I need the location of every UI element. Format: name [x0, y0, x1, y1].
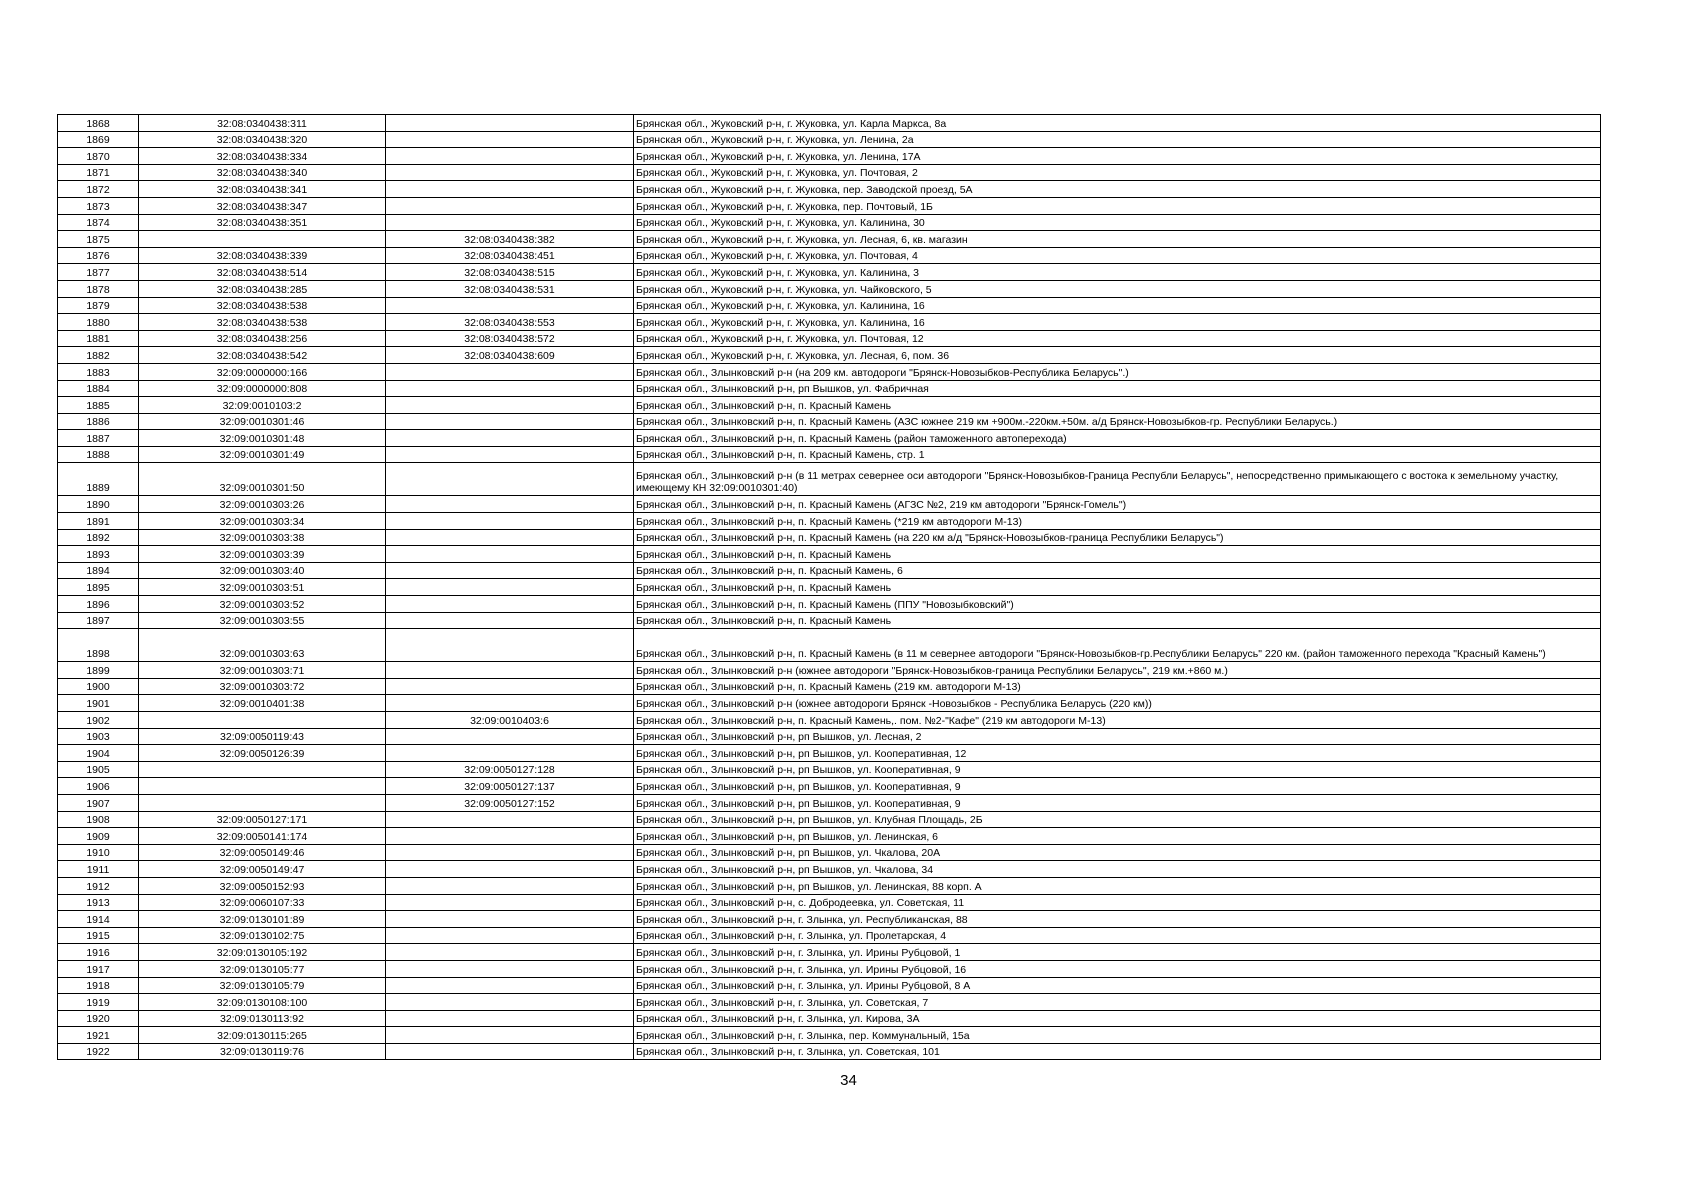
premises-cadastral-number-cell [386, 745, 634, 762]
row-number-cell: 1885 [58, 397, 139, 414]
cadastral-number-cell: 32:08:0340438:347 [139, 197, 386, 214]
cadastral-number-cell: 32:09:0000000:166 [139, 363, 386, 380]
row-number-cell: 1910 [58, 844, 139, 861]
cadastral-number-cell: 32:08:0340438:320 [139, 131, 386, 148]
table-row [58, 546, 1601, 563]
address-cell: Брянская обл., Злынковский р-н, рп Вышков, ул. Лесная, 2 [634, 728, 1601, 745]
premises-cadastral-number-cell [386, 728, 634, 745]
premises-cadastral-number-cell [386, 579, 634, 596]
table-row [58, 562, 1601, 579]
table-row [58, 579, 1601, 596]
premises-cadastral-number-cell [386, 1043, 634, 1060]
row-number-cell: 1898 [58, 629, 139, 662]
table-body [58, 115, 1601, 1060]
address-cell: Брянская обл., Жуковский р-н, г. Жуковка, ул. Калинина, 16 [634, 297, 1601, 314]
row-number-cell: 1875 [58, 231, 139, 248]
address-cell: Брянская обл., Злынковский р-н, п. Красный Камень (*219 км автодороги М-13) [634, 513, 1601, 530]
cadastral-number-cell: 32:09:0050141:174 [139, 828, 386, 845]
address-cell: Брянская обл., Жуковский р-н, г. Жуковка, ул. Ленина, 17А [634, 148, 1601, 165]
cadastral-number-cell: 32:09:0130119:76 [139, 1043, 386, 1060]
table-row [58, 778, 1601, 795]
row-number-cell: 1916 [58, 944, 139, 961]
table-row [58, 629, 1601, 662]
premises-cadastral-number-cell [386, 496, 634, 513]
cadastral-number-cell: 32:08:0340438:514 [139, 264, 386, 281]
table-row [58, 828, 1601, 845]
cadastral-number-cell [139, 778, 386, 795]
premises-cadastral-number-cell [386, 877, 634, 894]
premises-cadastral-number-cell [386, 994, 634, 1011]
row-number-cell: 1881 [58, 330, 139, 347]
premises-cadastral-number-cell [386, 413, 634, 430]
address-cell: Брянская обл., Жуковский р-н, г. Жуковка, пер. Заводской проезд, 5А [634, 181, 1601, 198]
table-row [58, 148, 1601, 165]
row-number-cell: 1890 [58, 496, 139, 513]
row-number-cell: 1887 [58, 430, 139, 447]
address-cell: Брянская обл., Злынковский р-н, п. Красный Камень,. пом. №2-"Кафе" (219 км автодороги М-13) [634, 712, 1601, 729]
table-row [58, 1010, 1601, 1027]
table-row [58, 712, 1601, 729]
row-number-cell: 1873 [58, 197, 139, 214]
table-row [58, 115, 1601, 132]
row-number-cell: 1921 [58, 1027, 139, 1044]
cadastral-number-cell: 32:09:0130105:77 [139, 960, 386, 977]
address-cell: Брянская обл., Злынковский р-н, п. Красный Камень (район таможенного автоперехода) [634, 430, 1601, 447]
premises-cadastral-number-cell [386, 529, 634, 546]
address-cell: Брянская обл., Жуковский р-н, г. Жуковка, ул. Почтовая, 12 [634, 330, 1601, 347]
premises-cadastral-number-cell [386, 562, 634, 579]
cadastral-number-cell: 32:08:0340438:339 [139, 247, 386, 264]
row-number-cell: 1914 [58, 911, 139, 928]
address-cell: Брянская обл., Злынковский р-н, г. Злынка, ул. Республиканская, 88 [634, 911, 1601, 928]
premises-cadastral-number-cell: 32:08:0340438:531 [386, 280, 634, 297]
cadastral-number-cell: 32:09:0010301:48 [139, 430, 386, 447]
table-row [58, 463, 1601, 496]
cadastral-number-cell: 32:09:0010301:46 [139, 413, 386, 430]
cadastral-number-cell: 32:09:0010303:71 [139, 662, 386, 679]
cadastral-number-cell: 32:09:0050119:43 [139, 728, 386, 745]
address-cell: Брянская обл., Злынковский р-н, г. Злынка, ул. Ирины Рубцовой, 1 [634, 944, 1601, 961]
premises-cadastral-number-cell [386, 944, 634, 961]
premises-cadastral-number-cell [386, 297, 634, 314]
table-row [58, 944, 1601, 961]
cadastral-number-cell: 32:09:0130101:89 [139, 911, 386, 928]
cadastral-number-cell: 32:09:0010401:38 [139, 695, 386, 712]
cadastral-number-cell: 32:08:0340438:538 [139, 297, 386, 314]
cadastral-number-cell: 32:08:0340438:256 [139, 330, 386, 347]
address-cell: Брянская обл., Жуковский р-н, г. Жуковка, ул. Почтовая, 4 [634, 247, 1601, 264]
premises-cadastral-number-cell [386, 960, 634, 977]
address-cell: Брянская обл., Злынковский р-н, п. Красный Камень (в 11 м севернее автодороги "Брянск-Новозыбков-гр.Республики Беларусь" 220 км. (район таможенного перехода "Красный Камень") [634, 629, 1601, 662]
premises-cadastral-number-cell [386, 115, 634, 132]
row-number-cell: 1868 [58, 115, 139, 132]
table-row [58, 745, 1601, 762]
cadastral-number-cell: 32:09:0130105:192 [139, 944, 386, 961]
premises-cadastral-number-cell [386, 927, 634, 944]
premises-cadastral-number-cell [386, 546, 634, 563]
table-row [58, 761, 1601, 778]
row-number-cell: 1894 [58, 562, 139, 579]
premises-cadastral-number-cell: 32:09:0050127:152 [386, 794, 634, 811]
cadastral-number-cell: 32:09:0010303:40 [139, 562, 386, 579]
table-row [58, 728, 1601, 745]
row-number-cell: 1912 [58, 877, 139, 894]
row-number-cell: 1879 [58, 297, 139, 314]
table-row [58, 496, 1601, 513]
address-cell: Брянская обл., Жуковский р-н, г. Жуковка, ул. Ленина, 2а [634, 131, 1601, 148]
row-number-cell: 1891 [58, 513, 139, 530]
table-row [58, 131, 1601, 148]
row-number-cell: 1889 [58, 463, 139, 496]
table-row [58, 794, 1601, 811]
address-cell: Брянская обл., Злынковский р-н, п. Красный Камень, 6 [634, 562, 1601, 579]
table-row [58, 380, 1601, 397]
premises-cadastral-number-cell [386, 397, 634, 414]
premises-cadastral-number-cell [386, 678, 634, 695]
cadastral-number-cell: 32:08:0340438:542 [139, 347, 386, 364]
row-number-cell: 1871 [58, 164, 139, 181]
address-cell: Брянская обл., Злынковский р-н, рп Вышков, ул. Кооперативная, 9 [634, 761, 1601, 778]
address-cell: Брянская обл., Жуковский р-н, г. Жуковка, ул. Калинина, 3 [634, 264, 1601, 281]
row-number-cell: 1917 [58, 960, 139, 977]
table-row [58, 877, 1601, 894]
cadastral-number-cell: 32:09:0130108:100 [139, 994, 386, 1011]
row-number-cell: 1884 [58, 380, 139, 397]
row-number-cell: 1900 [58, 678, 139, 695]
address-cell: Брянская обл., Злынковский р-н, рп Вышков, ул. Чкалова, 34 [634, 861, 1601, 878]
address-cell: Брянская обл., Жуковский р-н, г. Жуковка, ул. Лесная, 6, кв. магазин [634, 231, 1601, 248]
cadastral-number-cell: 32:08:0340438:538 [139, 314, 386, 331]
premises-cadastral-number-cell [386, 363, 634, 380]
cadastral-number-cell: 32:09:0010303:52 [139, 596, 386, 613]
premises-cadastral-number-cell [386, 695, 634, 712]
premises-cadastral-number-cell: 32:08:0340438:609 [386, 347, 634, 364]
premises-cadastral-number-cell [386, 164, 634, 181]
row-number-cell: 1903 [58, 728, 139, 745]
address-cell: Брянская обл., Злынковский р-н, п. Красный Камень, стр. 1 [634, 446, 1601, 463]
table-row [58, 297, 1601, 314]
address-cell: Брянская обл., Злынковский р-н, п. Красный Камень [634, 579, 1601, 596]
cadastral-number-cell: 32:09:0010301:50 [139, 463, 386, 496]
table-row [58, 430, 1601, 447]
address-cell: Брянская обл., Злынковский р-н, п. Красный Камень (АГЗС №2, 219 км автодороги "Брянск-Гомель") [634, 496, 1601, 513]
cadastral-number-cell [139, 231, 386, 248]
table-row [58, 197, 1601, 214]
page-number: 34 [840, 1072, 857, 1089]
cadastral-number-cell: 32:08:0340438:351 [139, 214, 386, 231]
table-row [58, 181, 1601, 198]
address-cell: Брянская обл., Жуковский р-н, г. Жуковка, ул. Карла Маркса, 8а [634, 115, 1601, 132]
premises-cadastral-number-cell [386, 911, 634, 928]
premises-cadastral-number-cell: 32:08:0340438:515 [386, 264, 634, 281]
premises-cadastral-number-cell [386, 861, 634, 878]
cadastral-number-cell: 32:09:0060107:33 [139, 894, 386, 911]
premises-cadastral-number-cell: 32:09:0050127:128 [386, 761, 634, 778]
cadastral-number-cell: 32:09:0010303:63 [139, 629, 386, 662]
premises-cadastral-number-cell [386, 446, 634, 463]
table-row [58, 264, 1601, 281]
row-number-cell: 1896 [58, 596, 139, 613]
row-number-cell: 1882 [58, 347, 139, 364]
address-cell: Брянская обл., Злынковский р-н (в 11 метрах севернее оси автодороги "Брянск-Новозыбков-Граница Республи Беларусь", непосредственно примыкающего с востока к земельному участку, имеющему КН 32:09:0010301:40) [634, 463, 1601, 496]
premises-cadastral-number-cell: 32:08:0340438:451 [386, 247, 634, 264]
table-row [58, 330, 1601, 347]
row-number-cell: 1883 [58, 363, 139, 380]
address-cell: Брянская обл., Злынковский р-н, рп Вышков, ул. Чкалова, 20А [634, 844, 1601, 861]
cadastral-number-cell: 32:09:0050152:93 [139, 877, 386, 894]
row-number-cell: 1876 [58, 247, 139, 264]
row-number-cell: 1904 [58, 745, 139, 762]
address-cell: Брянская обл., Злынковский р-н, п. Красный Камень [634, 397, 1601, 414]
row-number-cell: 1913 [58, 894, 139, 911]
table-row [58, 413, 1601, 430]
address-cell: Брянская обл., Жуковский р-н, г. Жуковка, ул. Лесная, 6, пом. 36 [634, 347, 1601, 364]
table-row [58, 314, 1601, 331]
table-row [58, 347, 1601, 364]
cadastral-number-cell: 32:09:0010303:38 [139, 529, 386, 546]
property-table [57, 114, 1601, 1060]
premises-cadastral-number-cell [386, 463, 634, 496]
address-cell: Брянская обл., Злынковский р-н, г. Злынка, ул. Ирины Рубцовой, 16 [634, 960, 1601, 977]
premises-cadastral-number-cell [386, 596, 634, 613]
cadastral-number-cell: 32:09:0000000:808 [139, 380, 386, 397]
table-row [58, 247, 1601, 264]
address-cell: Брянская обл., Злынковский р-н, г. Злынка, пер. Коммунальный, 15а [634, 1027, 1601, 1044]
row-number-cell: 1874 [58, 214, 139, 231]
address-cell: Брянская обл., Злынковский р-н, п. Красный Камень (ППУ "Новозыбковский") [634, 596, 1601, 613]
row-number-cell: 1915 [58, 927, 139, 944]
premises-cadastral-number-cell [386, 131, 634, 148]
cadastral-number-cell: 32:09:0010303:34 [139, 513, 386, 530]
cadastral-number-cell: 32:09:0130113:92 [139, 1010, 386, 1027]
row-number-cell: 1886 [58, 413, 139, 430]
cadastral-number-cell: 32:08:0340438:340 [139, 164, 386, 181]
row-number-cell: 1897 [58, 612, 139, 629]
table-row [58, 662, 1601, 679]
address-cell: Брянская обл., Злынковский р-н, г. Злынка, ул. Пролетарская, 4 [634, 927, 1601, 944]
cadastral-number-cell: 32:08:0340438:285 [139, 280, 386, 297]
row-number-cell: 1869 [58, 131, 139, 148]
address-cell: Брянская обл., Злынковский р-н, г. Злынка, ул. Кирова, 3А [634, 1010, 1601, 1027]
address-cell: Брянская обл., Жуковский р-н, г. Жуковка, пер. Почтовый, 1Б [634, 197, 1601, 214]
premises-cadastral-number-cell [386, 513, 634, 530]
address-cell: Брянская обл., Злынковский р-н, рп Вышков, ул. Клубная Площадь, 2Б [634, 811, 1601, 828]
cadastral-number-cell: 32:08:0340438:334 [139, 148, 386, 165]
address-cell: Брянская обл., Жуковский р-н, г. Жуковка, ул. Чайковского, 5 [634, 280, 1601, 297]
address-cell: Брянская обл., Жуковский р-н, г. Жуковка, ул. Почтовая, 2 [634, 164, 1601, 181]
cadastral-number-cell: 32:09:0010303:72 [139, 678, 386, 695]
row-number-cell: 1920 [58, 1010, 139, 1027]
table-row [58, 894, 1601, 911]
cadastral-number-cell: 32:09:0050127:171 [139, 811, 386, 828]
table-row [58, 513, 1601, 530]
table-row [58, 231, 1601, 248]
cadastral-number-cell: 32:09:0050126:39 [139, 745, 386, 762]
cadastral-number-cell: 32:09:0130115:265 [139, 1027, 386, 1044]
table-row [58, 612, 1601, 629]
table-row [58, 678, 1601, 695]
table-row [58, 811, 1601, 828]
cadastral-number-cell: 32:09:0010303:26 [139, 496, 386, 513]
table-row [58, 994, 1601, 1011]
row-number-cell: 1919 [58, 994, 139, 1011]
address-cell: Брянская обл., Злынковский р-н, п. Красный Камень (на 220 км а/д "Брянск-Новозыбков-граница Республики Беларусь") [634, 529, 1601, 546]
address-cell: Брянская обл., Злынковский р-н, рп Вышков, ул. Фабричная [634, 380, 1601, 397]
premises-cadastral-number-cell [386, 148, 634, 165]
table-row [58, 529, 1601, 546]
premises-cadastral-number-cell [386, 662, 634, 679]
premises-cadastral-number-cell [386, 181, 634, 198]
row-number-cell: 1908 [58, 811, 139, 828]
premises-cadastral-number-cell [386, 844, 634, 861]
address-cell: Брянская обл., Злынковский р-н (на 209 км. автодороги "Брянск-Новозыбков-Республика Беларусь".) [634, 363, 1601, 380]
premises-cadastral-number-cell [386, 894, 634, 911]
row-number-cell: 1880 [58, 314, 139, 331]
cadastral-number-cell: 32:09:0010303:39 [139, 546, 386, 563]
premises-cadastral-number-cell [386, 214, 634, 231]
cadastral-number-cell: 32:09:0010103:2 [139, 397, 386, 414]
premises-cadastral-number-cell [386, 977, 634, 994]
address-cell: Брянская обл., Злынковский р-н, п. Красный Камень (219 км. автодороги М-13) [634, 678, 1601, 695]
premises-cadastral-number-cell [386, 1010, 634, 1027]
table-row [58, 1043, 1601, 1060]
premises-cadastral-number-cell [386, 380, 634, 397]
row-number-cell: 1888 [58, 446, 139, 463]
address-cell: Брянская обл., Злынковский р-н, с. Добродеевка, ул. Советская, 11 [634, 894, 1601, 911]
address-cell: Брянская обл., Жуковский р-н, г. Жуковка, ул. Калинина, 30 [634, 214, 1601, 231]
row-number-cell: 1872 [58, 181, 139, 198]
row-number-cell: 1877 [58, 264, 139, 281]
row-number-cell: 1895 [58, 579, 139, 596]
cadastral-number-cell [139, 712, 386, 729]
cadastral-number-cell: 32:08:0340438:341 [139, 181, 386, 198]
address-cell: Брянская обл., Злынковский р-н, п. Красный Камень [634, 546, 1601, 563]
address-cell: Брянская обл., Злынковский р-н, рп Вышков, ул. Кооперативная, 9 [634, 794, 1601, 811]
premises-cadastral-number-cell [386, 828, 634, 845]
table-row [58, 927, 1601, 944]
table-row [58, 280, 1601, 297]
cadastral-number-cell [139, 761, 386, 778]
cadastral-number-cell: 32:09:0050149:47 [139, 861, 386, 878]
address-cell: Брянская обл., Жуковский р-н, г. Жуковка, ул. Калинина, 16 [634, 314, 1601, 331]
table-row [58, 214, 1601, 231]
address-cell: Брянская обл., Злынковский р-н, рп Вышков, ул. Ленинская, 6 [634, 828, 1601, 845]
premises-cadastral-number-cell: 32:09:0010403:6 [386, 712, 634, 729]
table-row [58, 977, 1601, 994]
table-row [58, 1027, 1601, 1044]
table-row [58, 911, 1601, 928]
row-number-cell: 1902 [58, 712, 139, 729]
cadastral-number-cell: 32:09:0010303:51 [139, 579, 386, 596]
cadastral-number-cell: 32:09:0010301:49 [139, 446, 386, 463]
row-number-cell: 1878 [58, 280, 139, 297]
premises-cadastral-number-cell [386, 430, 634, 447]
cadastral-number-cell [139, 794, 386, 811]
table-row [58, 596, 1601, 613]
cadastral-number-cell: 32:09:0010303:55 [139, 612, 386, 629]
address-cell: Брянская обл., Злынковский р-н, г. Злынка, ул. Советская, 101 [634, 1043, 1601, 1060]
address-cell: Брянская обл., Злынковский р-н, г. Злынка, ул. Ирины Рубцовой, 8 А [634, 977, 1601, 994]
premises-cadastral-number-cell [386, 612, 634, 629]
table-row [58, 446, 1601, 463]
address-cell: Брянская обл., Злынковский р-н, г. Злынка, ул. Советская, 7 [634, 994, 1601, 1011]
table-row [58, 695, 1601, 712]
address-cell: Брянская обл., Злынковский р-н, п. Красный Камень [634, 612, 1601, 629]
address-cell: Брянская обл., Злынковский р-н, рп Вышков, ул. Ленинская, 88 корп. А [634, 877, 1601, 894]
table-row [58, 164, 1601, 181]
row-number-cell: 1909 [58, 828, 139, 845]
row-number-cell: 1906 [58, 778, 139, 795]
row-number-cell: 1911 [58, 861, 139, 878]
cadastral-number-cell: 32:09:0050149:46 [139, 844, 386, 861]
table-row [58, 960, 1601, 977]
table-row [58, 397, 1601, 414]
row-number-cell: 1893 [58, 546, 139, 563]
row-number-cell: 1870 [58, 148, 139, 165]
address-cell: Брянская обл., Злынковский р-н, рп Вышков, ул. Кооперативная, 9 [634, 778, 1601, 795]
premises-cadastral-number-cell [386, 1027, 634, 1044]
row-number-cell: 1901 [58, 695, 139, 712]
address-cell: Брянская обл., Злынковский р-н (южнее автодороги "Брянск-Новозыбков-граница Республики Беларусь", 219 км.+860 м.) [634, 662, 1601, 679]
table-row [58, 844, 1601, 861]
address-cell: Брянская обл., Злынковский р-н (южнее автодороги Брянск -Новозыбков - Республика Беларусь (220 км)) [634, 695, 1601, 712]
premises-cadastral-number-cell [386, 811, 634, 828]
table-row [58, 861, 1601, 878]
premises-cadastral-number-cell: 32:08:0340438:572 [386, 330, 634, 347]
row-number-cell: 1918 [58, 977, 139, 994]
table-row [58, 363, 1601, 380]
cadastral-number-cell: 32:08:0340438:311 [139, 115, 386, 132]
address-cell: Брянская обл., Злынковский р-н, рп Вышков, ул. Кооперативная, 12 [634, 745, 1601, 762]
cadastral-number-cell: 32:09:0130102:75 [139, 927, 386, 944]
premises-cadastral-number-cell [386, 197, 634, 214]
address-cell: Брянская обл., Злынковский р-н, п. Красный Камень (АЗС южнее 219 км +900м.-220км.+50м. а/д Брянск-Новозыбков-гр. Республики Беларусь.) [634, 413, 1601, 430]
row-number-cell: 1905 [58, 761, 139, 778]
row-number-cell: 1899 [58, 662, 139, 679]
premises-cadastral-number-cell: 32:09:0050127:137 [386, 778, 634, 795]
premises-cadastral-number-cell: 32:08:0340438:382 [386, 231, 634, 248]
cadastral-number-cell: 32:09:0130105:79 [139, 977, 386, 994]
row-number-cell: 1922 [58, 1043, 139, 1060]
row-number-cell: 1907 [58, 794, 139, 811]
premises-cadastral-number-cell [386, 629, 634, 662]
row-number-cell: 1892 [58, 529, 139, 546]
premises-cadastral-number-cell: 32:08:0340438:553 [386, 314, 634, 331]
